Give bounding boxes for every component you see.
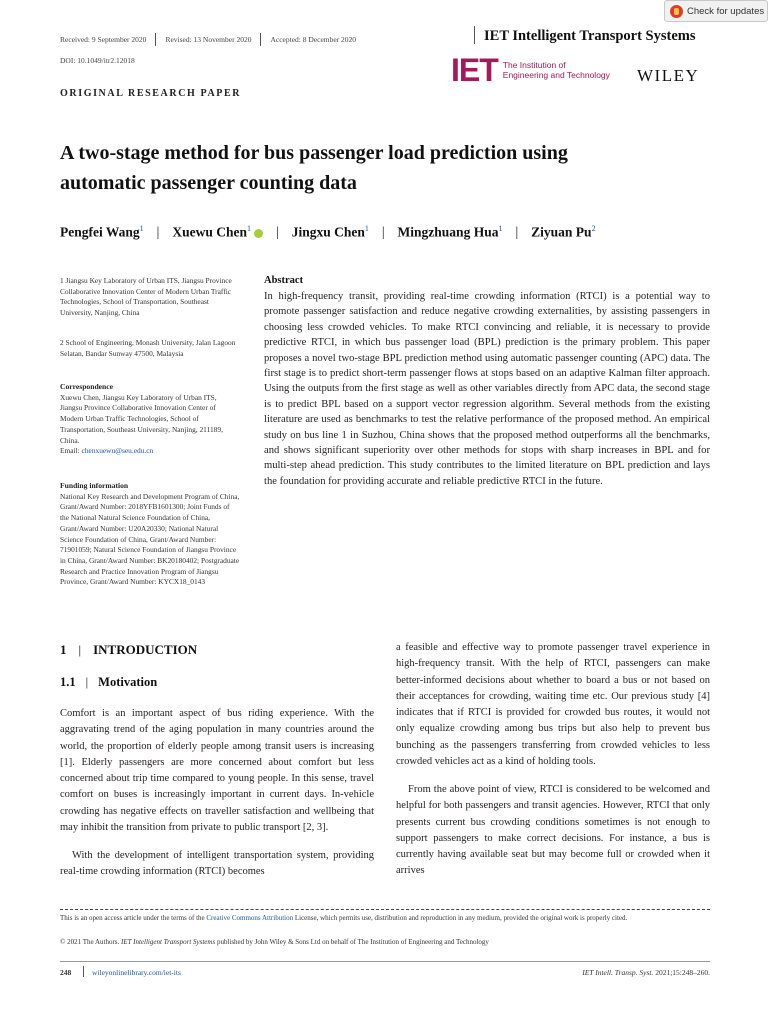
divider [83, 966, 84, 977]
correspondence-email-line: Email: chenxuewu@seu.edu.cn [60, 446, 154, 456]
divider: | [381, 224, 385, 240]
iet-logo [451, 52, 610, 88]
received-date: Received: 9 September 2020 [60, 35, 147, 44]
author: Xuewu Chen$^1$ [172, 224, 263, 241]
email-link[interactable]: chenxuewu@seu.edu.cn [81, 446, 154, 456]
creative-commons-link[interactable]: Creative Commons Attribution [206, 914, 294, 922]
title-line-1: A two-stage method for bus passenger load prediction using [60, 142, 568, 164]
title-line-2: automatic passenger counting data [60, 172, 357, 194]
update-badge-icon [670, 5, 683, 18]
revised-date: Revised: 13 November 2020 [165, 35, 252, 44]
body-right-paragraph-2: From the above point of view, RTCI is considered to be welcomed and helpful for both passengers and transit agencies. However, RTCI that only presents current bus crowding conditions sometimes is not enough to support passengers to make correct decisions. For instance, a bus is currently having available seat but may become full or crowded when it arrives [396, 784, 710, 877]
funding [60, 481, 240, 588]
correspondence-heading: Correspondence [60, 382, 114, 391]
funding-text: National Key Research and Development Program of China, Grant/Award Number: 2018YFB1601300; Joint Funds of the National Natural Science Foundation of China, Grant/Award Number: U20A20330; National Natural Science Foundation of China, Grant/Award Number: 71901059; Natural Science Foundation of Jiangsu Province in China, Grant/Award Number: BK20180402; Postgraduate Research and Practice Innovation Program of Jiangsu Province, Grant/Award Number: KYCX18_0143 [60, 491, 240, 587]
check-for-updates-label: Check for updates [687, 5, 765, 17]
iet-logo-mark: IET [451, 52, 498, 88]
wiley-logo: WILEY [637, 66, 700, 85]
divider: | [275, 224, 279, 240]
license-note: This is an open access article under the terms of the Creative Commons Attribution License, which permits use, distribution and reproduction in any medium, provided the original work is properly cited. [60, 914, 628, 922]
article-type: ORIGINAL RESEARCH PAPER [60, 88, 242, 99]
author: Ziyuan Pu$^2$ [531, 224, 596, 240]
section-heading-introduction: 1 | INTRODUCTION [60, 642, 198, 657]
divider [260, 33, 261, 46]
copyright-note: © 2021 The Authors. IET Intelligent Transport Systems published by John Wiley & Sons Ltd on behalf of The Institution of Engineering and Technology [60, 938, 489, 946]
body-right-paragraph-1: a feasible and effective way to promote passenger travel experience in high-frequency transit. With the help of RTCI, passengers can make better-informed decisions about whether to board a bus or not based on their acceptances for crowding, waiting time etc. Our previous study [4] indicates that if RTCI is provided for crowded bus routes, it would not only equalize crowding among bus trips but also help to prevent bus bunching as the passengers transferring from crowded vehicles to less crowded vehicles act as a kind of holding tools. [396, 642, 710, 768]
citation: IET Intell. Transp. Syst. 2021;15:248–260. [582, 968, 710, 977]
abstract-heading: Abstract [264, 275, 304, 286]
author-list [60, 224, 596, 241]
subsection-heading-motivation: 1.1 | Motivation [60, 675, 158, 689]
accepted-date: Accepted: 8 December 2020 [270, 35, 357, 44]
divider [155, 33, 156, 46]
correspondence-text: Xuewu Chen, Jiangsu Key Laboratory of Urban ITS, Jiangsu Province Collaborative Innovation Center of Modern Urban Traffic Technologies, School of Transportation, Southeast University, Nanjing, 211189, China. [60, 392, 223, 445]
body-left-paragraph-1: Comfort is an important aspect of bus riding experience. With the aggravating trend of the aging population in many countries around the world, the proportion of elderly people among transit users is increasing [1]. Elderly passengers are more concerned about comfort but less concerned about trip time compared to young people. In this sense, travel comfort on buses is increasingly important in current days. In-vehicle crowding has negative effects on traveller satisfaction and wellbeing that may inhibit the transition from private to public transport [2, 3]. [60, 708, 374, 834]
author: Mingzhuang Hua$^1$ [397, 224, 503, 240]
divider [474, 26, 475, 44]
journal-name: IET Intelligent Transport Systems [484, 28, 696, 44]
submission-dates [60, 33, 356, 46]
author: Jingxu Chen$^1$ [291, 224, 369, 240]
iet-logo-line1: The Institution of [502, 60, 566, 70]
affiliation-2: 2 School of Engineering, Monash University, Jalan Lagoon Selatan, Bandar Sunway 47500, Malaysia [60, 338, 236, 358]
orcid-icon[interactable] [254, 229, 263, 238]
paper-title [60, 138, 700, 198]
funding-heading: Funding information [60, 481, 129, 490]
abstract-text: In high-frequency transit, providing real-time crowding information (RTCI) is a potential way to promote passenger satisfaction and reduce negative crowding externalities, by assisting passengers in choosing less crowded vehicles. To make RTCI convincing and reliable, it is necessary to provide predictive RTCI, in which bus passenger load (BPL) prediction is the primary problem. This paper proposes a novel two-stage BPL prediction method using automatic passenger counting (APC) data. The first stage is to predict short-term passenger flows at stops based on an adaptive Kalman filter approach. Using the outputs from the first stage as well as other variables directly from APC data, the second stage is to predict BPL based on a support vector regression algorithm. Several methods from the existing literature are used as benchmarks to test the relative performance of the proposed method. An empirical study on bus line 1 in Suzhou, China shows that the proposed method outperforms all the benchmarks, and shows significant superiority over other methods for stops with sharp increases in BPL and for multi-step ahead prediction. This study contributes to the limited literature on BPL prediction and lays the foundation for providing accurate and reliable predictive RTCI in the future. [264, 291, 710, 487]
iet-logo-text [503, 60, 610, 80]
affiliation-1: 1 Jiangsu Key Laboratory of Urban ITS, Jiangsu Province Collaborative Innovation Center of Modern Urban Traffic Technologies, School of Transportation, Southeast University, Nanjing, China [60, 276, 232, 318]
footnote-divider [60, 909, 710, 910]
journal-site-link[interactable]: wileyonlinelibrary.com/iet-its [92, 968, 181, 977]
page-number: 248 [60, 968, 72, 977]
iet-logo-line2: Engineering and Technology [502, 70, 610, 80]
check-for-updates-button[interactable] [664, 0, 768, 22]
divider: | [156, 224, 160, 240]
divider: | [515, 224, 519, 240]
correspondence [60, 382, 240, 457]
body-left-paragraph-2: With the development of intelligent transportation system, providing real-time crowding information (RTCI) becomes [60, 850, 374, 878]
doi[interactable]: DOI: 10.1049/itr2.12018 [60, 56, 135, 65]
author: Pengfei Wang$^1$ [60, 224, 144, 240]
footer-divider [60, 961, 710, 962]
